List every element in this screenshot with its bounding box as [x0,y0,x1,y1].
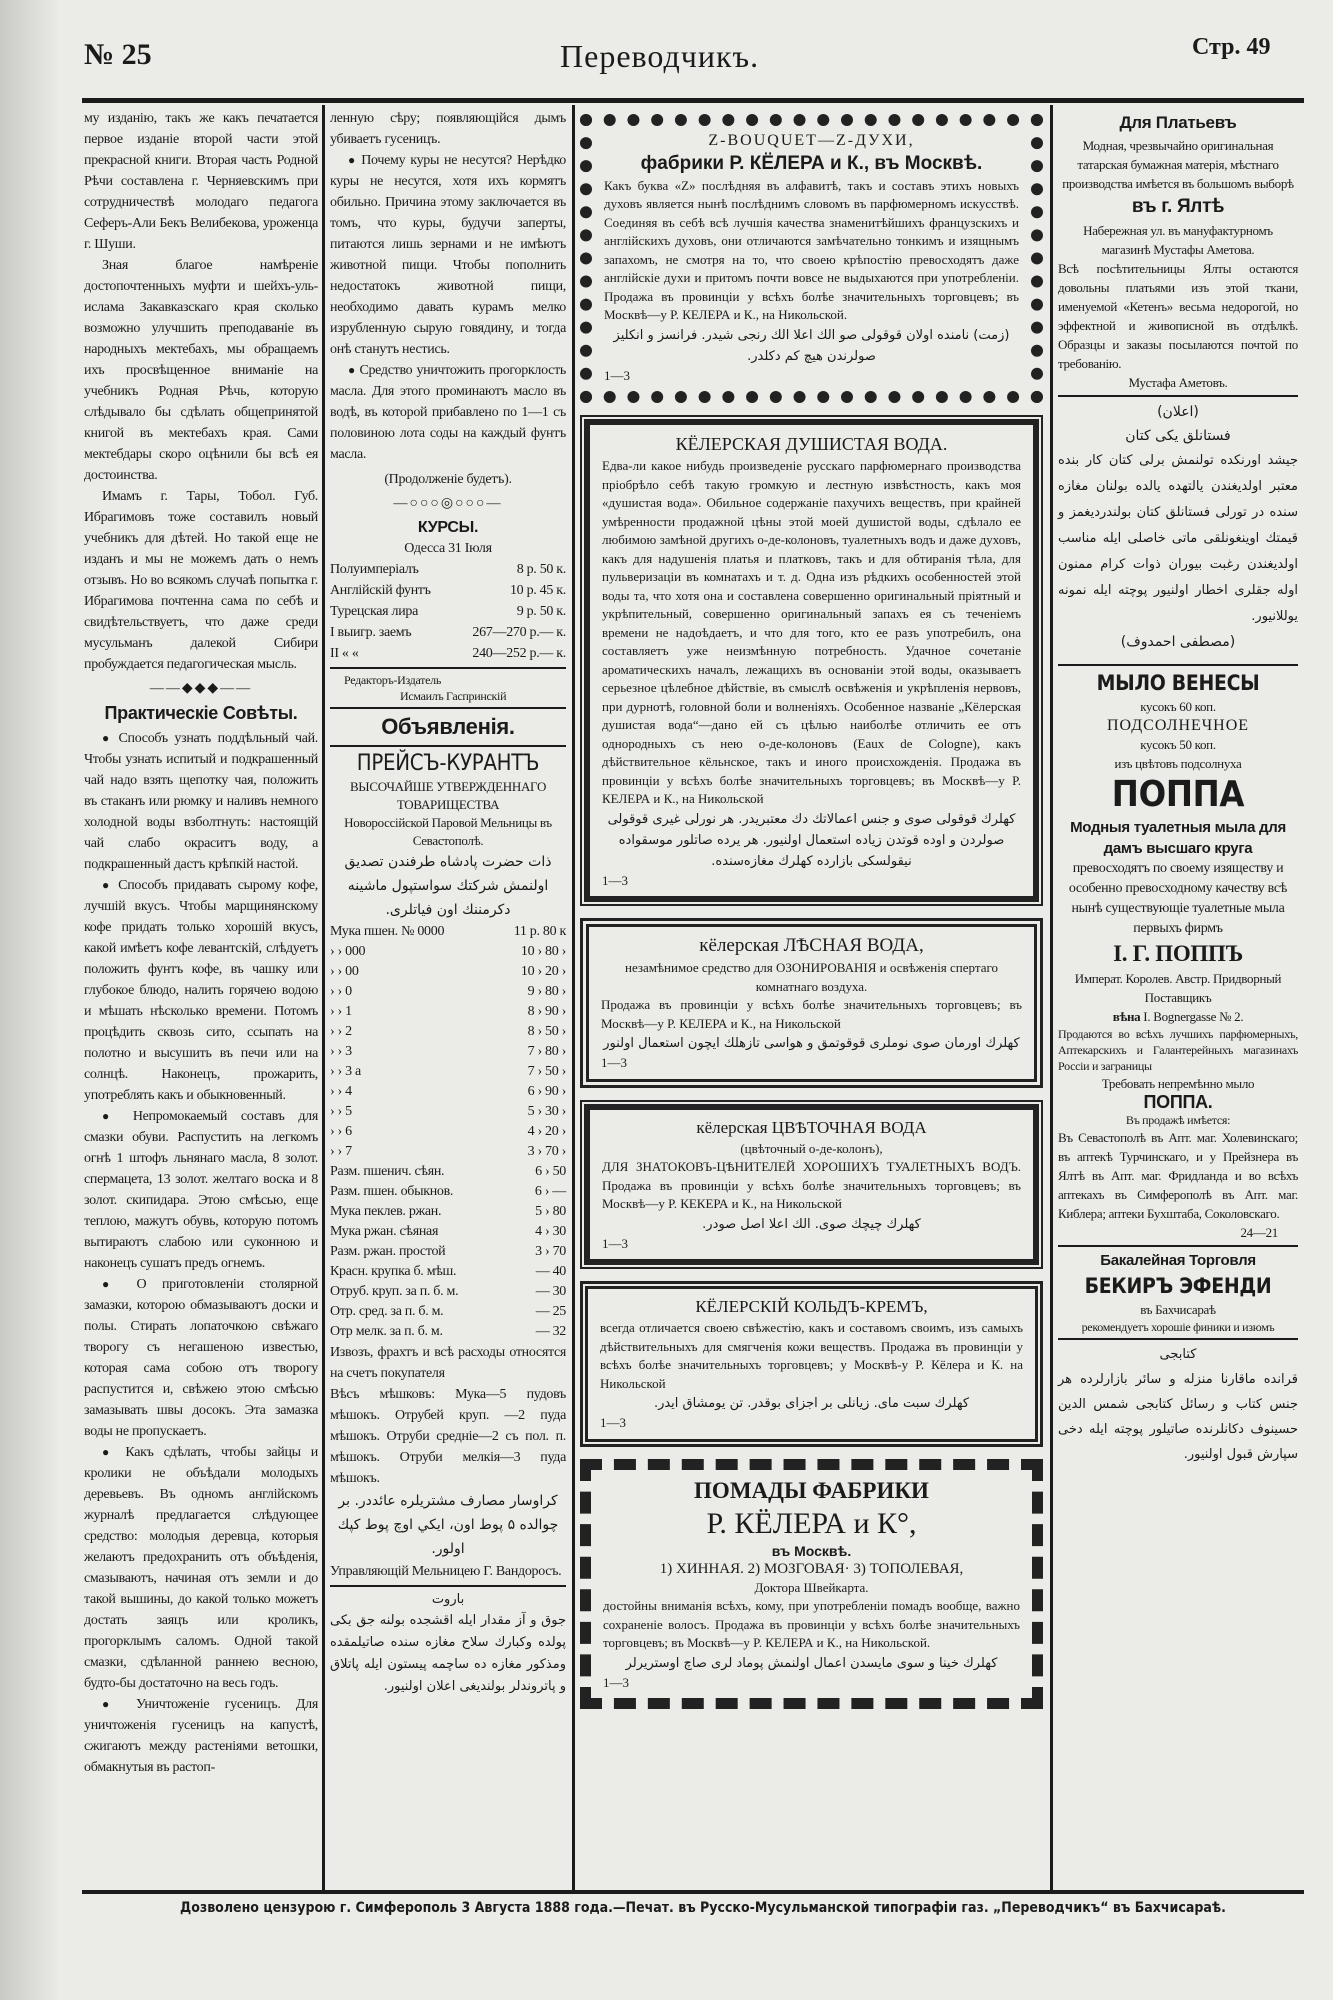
flour-grade: Красн. крупка б. мѣш. [330,1264,457,1279]
editor-name: Исмаилъ Гаспринскій [400,689,507,703]
rates-title: КУРСЫ. [417,519,479,536]
rate-label: Полуимперіалъ [330,562,419,577]
column-4 [1058,110,1298,1467]
soap-available: Въ продажѣ имѣется: [1125,1113,1231,1127]
flour-price-row [330,1202,566,1222]
ad-arabic: (زمت) نامنده اولان قوقولى صو الك اعلا الك رنجى شيدر. فرانسز و انكليز صولرندن هيچ كم دكلدر. [613,327,1010,364]
flour-grade: › › 1 [330,1004,352,1019]
price-note: Извозъ, фрахтъ и всѣ расходы относятся на счетъ покупателя [330,1345,566,1381]
flour-price: 5 › 80 [535,1204,566,1219]
soap-maker: I. Г. ПОППЪ [1113,941,1243,966]
dress-ad-city: въ г. Ялтѣ [1131,196,1225,217]
books-body: قرانده ماقارنا منزله و سائر بازارلرده هر جنس كتاب و رسائل كتابجى شمس الدين حسينوف دكانلرنده صاتيلور پوچته ايله دخى سپارش قبول اولنيور. [1058,1372,1298,1462]
flour-price: 9 › 80 › [527,984,566,999]
footer-rule [82,1890,1304,1894]
rates-subtitle: Одесса 31 Іюля [404,541,492,556]
flour-grade: › › 5 [330,1104,352,1119]
rate-row [330,601,566,622]
article-paragraph: Зная благое намѣреніе достопочтенныхъ муфти и шейхъ-уль-ислама Закавказскаго края сколько возможно улучшить преподаваніе въ народныхъ мектебахъ, мы обращаемъ ихъ просвѣщенное вниманіе на учебникъ Родная Рѣчь, которую слѣдывало бы сдѣлать общепринятой книгой въ мектебахъ края. Сами мектебдары скоро оцѣнили бы всѣ ея достоинства. [84,258,318,483]
divider [330,707,566,709]
divider [330,745,566,747]
ad-body: Какъ буква «Z» послѣдняя въ алфавитѣ, такъ и составъ этихъ новыхъ духовъ является нынѣ послѣднимъ словомъ въ парфюмерномъ искусствѣ. Соединяя въ себѣ всѣ лучшія качества знаменитѣйшихъ французскихъ и англійскихъ духовъ, они отличаются замѣчательно тонкимъ и изящнымъ запахомъ, не смотря на то, что своею крѣпостію превосходятъ даже англійскіе духи и притомъ почти вовсе не выдыхаются при употребленіи. Продажа въ провинціи у всѣхъ болѣе значительныхъ торговцевъ; въ Москвѣ—у Р. КЕЛЕРА и К., на Никольской. [604,177,1019,322]
grocery-city: въ Бахчисараѣ [1140,1302,1216,1317]
flour-grade: › › 3 а [330,1064,361,1079]
flour-price-row [330,1242,566,1262]
mill-manager: Управляющій Мельницею Г. Вандоросъ. [330,1564,562,1579]
column-divider [572,105,575,1890]
soap-brand: ПОППА [1111,774,1245,815]
tip-item: ● О приготовленіи столярной замазки, которою обмазываютъ доски и полы. Стирать лопаточкою свѣжаго творогу съ негашеною известью, которая сама собою отъ творогу распустится и, свѣжею этою смѣсью замазывать швы досокъ. Эта замазка воды не пропускаетъ. [84,1274,318,1442]
ad-code: 1—3 [600,1415,626,1430]
flour-price: — 32 [535,1324,566,1339]
ad-title: КЁЛЕРСКІЙ КОЛЬДЪ-КРЕМЪ, [695,1297,928,1316]
ad-doctor: Доктора Швейкарта. [754,1579,869,1595]
ad-title: КЁЛЕРСКАЯ ДУШИСТАЯ ВОДА. [675,434,948,454]
ad-title: ПОМАДЫ ФАБРИКИ [694,1477,929,1503]
tip-item: ● Почему куры не несутся? Нерѣдко куры не несутся, хотя ихъ кормятъ обильно. Причина этому заключается въ томъ, что куры, будучи заперты, питаются лишь зернами и не имѣютъ животной пищи. Чтобы пополнить недостатокъ животной пищи, необходимо давать курамъ мелко изрубленную сырую говядину, и тогда онѣ станутъ нестись. [330,150,566,360]
divider [1058,1245,1298,1247]
price-note-arabic: كراوسار مصارف مشتريلره عائددر. بر چوالده ۵ پوط اون، ايكي اوچ پوط كپك اولور. [337,1493,559,1557]
ad-arabic: كهلرك چيچك صوى. الك اعلا اصل صودر. [702,1216,921,1232]
soap-title: МЫЛО ВЕНЕСЫ [1096,671,1260,695]
flour-price-row [330,982,566,1002]
ad-cold-cream [580,1281,1043,1447]
dress-ad-body: Модная, чрезвычайно оригинальная татарская бумажная матерія, мѣстнаго производства имѣется въ большомъ выборѣ [1062,138,1294,191]
dress-ad-signature: Мустафа Аметовъ. [1128,375,1228,390]
flour-grade: Отруб. круп. за п. б. м. [330,1284,459,1299]
tip-item: ● Какъ сдѣлать, чтобы зайцы и кролики не объѣдали молодыхъ деревьевъ. Въ одномъ англійскомъ журналѣ предлагается слѣдующее средство: молодыя деревца, которыя желаютъ предохранить отъ объѣденія, смазываютъ, начиная отъ земли и до такой вышины, до какой только можетъ достать заяцъ или кроликъ, прогорклымъ саломъ. Одной такой смазки, сдѣланной раннею весною, будто-бы достаточно на весь годъ. [84,1442,318,1694]
flour-grade: › › 6 [330,1124,352,1139]
censorship-imprint: Дозволено цензурою г. Симферополь 3 Августа 1888 года.—Печат. въ Русско-Мусульманской типографіи газ. „Переводчикъ“ въ Бахчисараѣ. [180,1900,1226,1916]
flour-price: 7 › 80 › [527,1044,566,1059]
flour-price: 10 › 80 › [520,944,566,959]
flour-price-row [330,1082,566,1102]
tip-item: ● Уничтоженіе гусеницъ. Для уничтоженія гусеницъ на капустѣ, сжигаютъ между растеніями ветошки, обмакнутыя въ растоп- [84,1694,318,1778]
rate-label: Англійскій фунтъ [330,583,431,598]
ad-arabic: كهلرك سبت ماى. زيانلى بر اجزاى بوقدر. تن يومشاق ايدر. [653,1396,970,1411]
rate-row [330,622,566,643]
flour-price: 11 р. 80 к [513,924,566,939]
rate-row [330,580,566,601]
rate-value: 267—270 р.— к. [472,625,566,640]
flour-price-row [330,1322,566,1342]
ad-body: всегда отличается своею свѣжестію, какъ и составомъ своимъ, изъ самыхъ дѣйствительныхъ для смягченія кожи веществъ. Продажа въ провинціи у всѣхъ болѣе значительныхъ торговцевъ; у Москвѣ-у Р. Кёлера и К. на Никольской [600,1320,1023,1391]
flour-grade: Разм. пшен. обыкнов. [330,1184,454,1199]
flour-price-row [330,1162,566,1182]
flour-grade: Мука пшен. № 0000 [330,924,445,939]
flour-price-row [330,1302,566,1322]
article-paragraph: Имамъ г. Тары, Тобол. Губ. Ибрагимовъ тоже составилъ новый учебникъ для дѣтей. Но такой еще не изданъ и мы не можемъ дать о немъ отзывъ. Но во всякомъ случаѣ попытка г. Ибрагимова почтенна сама по себѣ и свидѣтельствуетъ, что даже среди мусульманъ далекой Сибири пробуждается педагогическая мысль. [84,489,318,672]
ad-city: въ Москвѣ. [771,1542,852,1559]
column-divider [322,105,325,1890]
notice-subtitle: فستانلق يكى كتان [1125,428,1231,444]
flour-price: 6 › 50 [535,1164,566,1179]
flour-grade: › › 000 [330,944,366,959]
ad-title: кёлерская ЦВѢТОЧНАЯ ВОДА [696,1117,927,1137]
flour-price-row [330,1142,566,1162]
flour-grade: Разм. пшенич. сѣян. [330,1164,445,1179]
divider [330,1585,566,1587]
ad-subtitle: (цвѣточный о-де-колонъ), [740,1140,883,1156]
issue-number: № 25 [84,38,152,71]
ad-code: 1—3 [602,1235,628,1251]
newspaper-title: Переводчикъ. [560,38,760,74]
ad-title: кёлерская ЛѢСНАЯ ВОДА, [699,935,924,956]
divider [1058,395,1298,397]
column-divider [1050,105,1053,1890]
flour-price: 10 › 20 › [520,964,566,979]
grocery-body: рекомендуетъ хорошіе финики и изюмъ [1081,1320,1275,1334]
rate-value: 9 р. 50 к. [516,604,566,619]
flour-grade: Отр мелк. за п. б. м. [330,1324,443,1339]
soap-address: I. Bognergasse № 2. [1143,1009,1244,1024]
column-3-ads [580,114,1043,1709]
flour-price-row [330,1042,566,1062]
rate-row [330,559,566,580]
flour-price: 4 › 30 [535,1224,566,1239]
flour-price: 7 › 50 › [527,1064,566,1079]
soap-price: кусокъ 50 коп. [1140,737,1216,752]
rate-value: 8 р. 50 к. [516,562,566,577]
soap-price: кусокъ 60 коп. [1140,699,1216,714]
soap-stores: Въ Севастополѣ въ Апт. маг. Холевинскаго; въ аптекѣ Турчинскаго, и у Прейзнера въ Ялтѣ въ Апт. маг. Фридланда и во всѣхъ аптекахъ въ Симферополѣ въ Апт. маг. Киблера; аптеки Бухштаба, Соколовскаго. [1058,1130,1298,1221]
notice-body: جيشد اورنكده تولنمش برلى كتان كار بنده معتبر اولديغندن يالتهده يالده بولنان مغازه سنده در تورلى فستانلق كتان بولندرديغمز و قيمتك اوينغونلقى ماتى خاصلى ايله مناسب اولديغندن رغبت بيوران ذوات كرام ممنون اوله جقلرى اخطار اولنيور پوچته ايله نمونه يوللانيور. [1058,453,1298,624]
flour-grade: Отр. сред. за п. б. м. [330,1304,444,1319]
flour-price-row [330,942,566,962]
separator-ornament: —○○○◎○○○— [393,496,503,511]
flour-price: 3 › 70 › [527,1144,566,1159]
ad-code: 1—3 [604,367,630,383]
ad-body: Едва-ли какое нибудь произведеніе русскаго парфюмернаго производства пріобрѣло себѣ такую громкую и лестную извѣстность, какъ моя «душистая вода». Обильное содержаніе пахучихъ веществъ, при крайней умѣренности продажной цѣны этой моей душистой воды, сдѣлало ее любимою замѣной другихъ о-де-колоновъ, туалетныхъ водъ и даже духовъ, какъ для надушенія платья и платковъ, такъ и для обтиранія тѣла, для пульверизаціи въ комнатахъ и т. д. Одна изъ рѣдкихъ особенностей этой воды та, что хотя она и составлена совершенно оригинальный пріятный и укрѣпительный, совершенно оригинальный запахъ ея съ теченіемъ времени не надоѣдаетъ, и что для того, кто ее разъ употребилъ, она составляетъ уже неизмѣнную потребность. Удачное сочетаніе ароматическихъ началъ, лежащихъ въ основаніи этой воды, оказываетъ серьезное цѣлебное дѣйствіе, въ смыслѣ освѣженія и укрѣпленія нервовъ, при дурнотѣ, головной боли и волненіяхъ. Особенное названіе „Кёлерская душистая вода“—дано ей съ цѣлью наиболѣе отличить ее отъ однородныхъ съ нею о-де-колоновъ (Eaux de Cologne), какъ дѣйствительное кёльнское, такъ и иного происхожденія. Продажа въ провинціи у всѣхъ болѣе значительныхъ торговцевъ; въ Москвѣ—у Р. КЕЛЕРА и К., на Никольской [602,458,1021,806]
flour-price: — 25 [535,1304,566,1319]
article-paragraph: ленную сѣру; появляющійся дымъ убиваетъ гусеницъ. [330,111,566,147]
soap-supplier: Императ. Королев. Австр. Придворный Поставщикъ [1074,971,1282,1005]
soap-title-2: ПОДСОЛНЕЧНОЕ [1106,717,1250,734]
scan-edge [0,0,60,2000]
separator-ornament: ——◆◆◆—— [149,681,253,696]
flour-price-row [330,1022,566,1042]
rate-value: 240—252 р.— к. [472,646,566,661]
ad-body: ДЛЯ ЗНАТОКОВЪ-ЦѢНИТЕЛЕЙ ХОРОШИХЪ ТУАЛЕТНЫХЪ ВОДЪ. Продажа въ провинціи у всѣхъ болѣе значительныхъ торговцевъ; въ Москвѣ—у Р. КЕКЕРА и К., на Никольской [602,1159,1021,1211]
rate-label: Турецская лира [330,604,419,619]
flour-grade: › › 2 [330,1024,352,1039]
powder-ad-title: باروت [431,1592,465,1607]
books-title: كتابجى [1159,1347,1197,1362]
flour-price-row [330,1002,566,1022]
flour-price: 8 › 50 › [527,1024,566,1039]
ad-scented-water [584,419,1039,902]
flour-price: 5 › 30 › [527,1104,566,1119]
grocery-name: БЕКИРЪ ЭФЕНДИ [1084,1274,1272,1298]
flour-price: 4 › 20 › [527,1124,566,1139]
header-rule [82,98,1304,103]
ad-products: 1) ХИННАЯ. 2) МОЗГОВАЯ· 3) ТОПОЛЕВАЯ, [659,1561,964,1577]
ad-code: 1—3 [603,1674,629,1690]
soap-address-city: вѣна [1112,1009,1141,1024]
editor-label: Редакторъ-Издатель [344,673,442,687]
notice-signature: (مصطفى احمدوف) [1120,634,1236,650]
dress-ad-body: Всѣ посѣтительницы Ялты остаются довольны платьями изъ этой ткани, именуемой «Кетенъ» весьма недорогой, но эффектной и живописной въ отдѣлкѣ. Образцы и заказы посылаются почтой по требованію. [1058,261,1298,371]
page-number: Стр. 49 [1192,34,1271,60]
flour-grade: › › 4 [330,1084,352,1099]
flour-price-row [330,1102,566,1122]
flour-grade: › › 7 [330,1144,352,1159]
flour-grade: › › 0 [330,984,352,999]
flour-price: 6 › 90 › [527,1084,566,1099]
price-list-issuer: ВЫСОЧАЙШЕ УТВЕРЖДЕННАГО ТОВАРИЩЕСТВА [349,779,547,812]
ad-body: достойны вниманія всѣхъ, кому, при употребленіи помадъ вообще, важно сохраненіе волосъ. Продажа въ провинціи у всѣхъ болѣе значительныхъ торговцевъ; въ Москвѣ—у Р. КЕЛЕРА и К., на Никольской. [603,1598,1020,1650]
dress-ad-address: Набережная ул. въ мануфактурномъ магазинѣ Мустафы Аметова. [1083,223,1273,257]
ad-code: 1—3 [601,1055,627,1070]
ad-arabic: كهلرك خينا و سوى مايسدن اعمال اولنمش پوماد لرى صاچ اوستريرلر [625,1655,998,1671]
flour-price-row [330,1182,566,1202]
rate-label: II « « [330,646,359,661]
flour-price-row [330,962,566,982]
tip-item: ● Способъ придавать сырому кофе, лучшій вкусъ. Чтобы марщинянскому кофе придать только хорошій вкусъ, какой имѣетъ кофе левантскій, слѣдуетъ положить фунтъ кофе, въ чашку или глубокое блюдо, налить горячею водою и мѣшать нѣсколько времени. Потомъ процѣдить сквозь сито, ссыпать на полотно и высушить въ печи или на солнцѣ. Наконецъ, прожарить, употреблять какъ и обыкновенный. [84,875,318,1106]
ads-title: Объявленія. [381,714,515,739]
column-2 [330,108,566,1698]
ad-forest-water [580,918,1043,1088]
ad-maker: Р. КЁЛЕРА и К°, [706,1506,917,1540]
soap-demand: Требовать непремѣнно мыло [1101,1076,1255,1091]
dress-ad-title: Для Платьевъ [1119,113,1237,132]
rate-label: I выигр. заемъ [330,625,412,640]
divider [1058,664,1298,666]
soap-tagline: Модныя туалетныя мыла для дамъ высшаго круга [1070,819,1286,857]
grocery-title: Бакалейная Торговля [1100,1252,1256,1269]
price-list-mill: Новороссійской Паровой Мельницы въ Севастополѣ. [344,815,552,848]
divider [330,667,566,669]
powder-ad-body: جوق و آز مقدار ايله اقشجده بولنه جق بكى پولده وكبارك سلاح مغازه سنده صاتيلمقده ومذكور مغازه ده ساچمه پيستون ايله پاتلاق و پاتروندلر بولنديغى اعلان اولنيور. [330,1613,566,1694]
tip-item: ● Способъ узнать поддѣльный чай. Чтобы узнать испитый и подкрашенный чай надо взять щепотку чая, положить въ стаканъ или рюмку и наливъ немного холодной воды взболтнуть: настоящій чай слабо окраситъ воду, а подкрашенный дастъ крѣпкій настой. [84,728,318,875]
flour-price-table [330,922,566,1342]
ad-pomades [580,1459,1043,1710]
flour-price-row [330,922,566,942]
price-list-arabic: ذات حضرت پادشاه طرفندن تصديق اولنمش شركتك سواستپول ماشينه دكرمننك اون فياتلرى. [344,854,552,918]
flour-grade: Разм. ржан. простой [330,1244,446,1259]
flour-grade: Мука ржан. сѣяная [330,1224,439,1239]
ad-code: 1—3 [602,872,628,888]
soap-brand-2: ПОППА. [1143,1092,1213,1112]
flour-price-row [330,1122,566,1142]
flour-price: 8 › 90 › [527,1004,566,1019]
soap-body: превосходятъ по своему изяществу и особенно превосходному качеству всѣ нынѣ существующіе туалетные мыла первыхъ фирмъ [1068,861,1288,936]
divider [1058,1338,1298,1340]
soap-code: 24—21 [1240,1225,1278,1240]
section-title: Практическіе Совѣты. [104,703,298,723]
flour-grade: › › 00 [330,964,359,979]
rate-value: 10 р. 45 к. [509,583,566,598]
rate-row [330,643,566,664]
price-list-title: ПРЕЙСЪ-КУРАНТЪ [356,751,540,776]
article-paragraph: му изданію, такъ же какъ печатается первое изданіе второй части этой прекрасной книги. Вторая часть Родной Рѣчи составлена г. Черняевскимъ при сотрудничествѣ молодаго педагога Сеферъ-Али Бекъ Велибекова, уроженца г. Шуши. [84,111,318,252]
flour-price: 3 › 70 [535,1244,566,1259]
flour-price: — 40 [535,1264,566,1279]
ad-body: Продажа въ провинціи у всѣхъ болѣе значительныхъ торговцевъ; въ Москвѣ—у Р. КЕЛЕРА и К., на Никольской [601,997,1022,1031]
flour-price: 6 › — [534,1184,566,1199]
flour-price-row [330,1262,566,1282]
soap-source: изъ цвѣтовъ подсолнуха [1114,756,1242,771]
tip-item: ● Непромокаемый составъ для смазки обуви. Распустить на легкомъ огнѣ 1 штофъ льнянаго масла, 8 золот. спермацета, 13 золот. желтаго воска и 8 золот. скипидара. Этою смѣсью, еще теплою, мажутъ обувь, которую потомъ вытираютъ слабою или суконною и наконецъ сушатъ предъ огнемъ. [84,1106,318,1274]
ad-subtitle: незамѣнимое средство для ОЗОНИРОВАНІЯ и освѣженія спертаго комнатнаго воздуха. [624,960,998,994]
column-1 [84,108,318,1778]
ad-z-bouquet [580,114,1043,403]
ad-flower-water [584,1104,1039,1266]
notice-title: (اعلان) [1157,404,1199,420]
tip-item: ● Средство уничтожить прогорклость масла. Для этого проминаютъ масло въ водѣ, въ которой прибавлено по 1—1 съ половиною лота соды на каждый фунтъ масла. [330,360,566,465]
flour-grade: Мука пеклев. ржан. [330,1204,442,1219]
continued-note: (Продолженіе будетъ). [384,472,512,487]
ad-title: Z-BOUQUET—Z-ДУХИ, [708,132,915,149]
ad-arabic: كهلرك اورمان صوى نوملرى قوقوتمق و هواسى تازهلك ايچون استعمال اولنور [603,1036,1020,1051]
flour-price: — 30 [535,1284,566,1299]
flour-price-row [330,1062,566,1082]
soap-sold: Продаются во всѣхъ лучшихъ парфюмерныхъ, Аптекарскихъ и Галантерейныхъ магазинахъ Россіи и заграницы [1058,1027,1298,1073]
flour-price-row [330,1282,566,1302]
flour-grade: › › 3 [330,1044,352,1059]
ad-maker: фабрики Р. КЁЛЕРА и К., въ Москвѣ. [640,152,983,174]
flour-price-row [330,1222,566,1242]
price-note: Вѣсъ мѣшковъ: Мука—5 пудовъ мѣшокъ. Отрубей круп. —2 пуда мѣшокъ. Отруби средніе—2 съ пол. п. мѣшокъ. Отруби мелкія—3 пуда мѣшокъ. [330,1387,566,1486]
ad-arabic: كهلرك قوقولى صوى و جنس اعمالاتك دك معتبريدر. هر نورلى غيرى قوقولى صولردن و اوده قوتدن زياده استعمال اولنيور. هر يرده صاتلور موسقوادە نيقولسكى بازارده كهلرك مغازەسندە. [607,811,1016,869]
